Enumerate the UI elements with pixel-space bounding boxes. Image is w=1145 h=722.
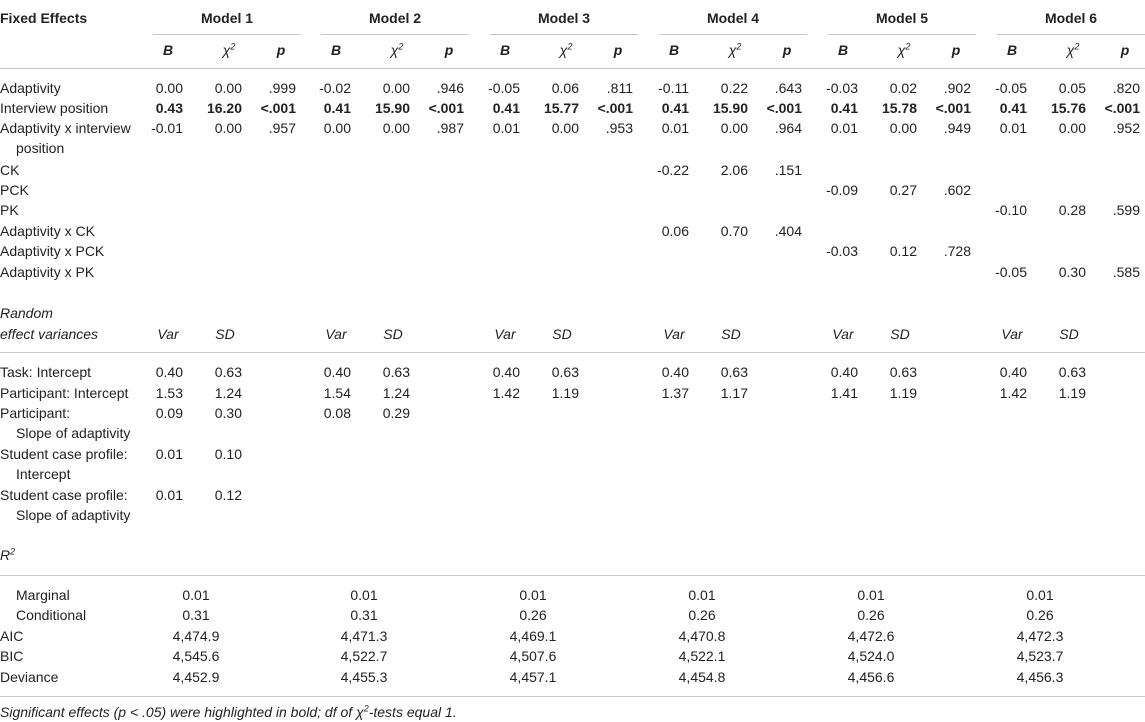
value-cell: -0.22 [657,162,689,178]
col-chi2: $\chi^2$ [559,41,573,58]
value-cell: .404 [774,223,802,239]
row-label: Student case profile: [0,446,128,462]
r2-rule [0,575,1145,576]
row-label: PCK [0,182,29,198]
value-cell: .902 [943,80,971,96]
value-cell: 0.70 [720,223,748,239]
value-cell: -0.10 [995,202,1027,218]
value-cell: 0.01 [519,587,547,603]
model-heading: Model 1 [200,10,254,26]
value-cell: 0.26 [688,607,716,623]
fit-row [0,626,1145,646]
value-cell: -0.05 [995,80,1027,96]
value-cell: 4,471.3 [340,628,388,644]
col-chi2: $\chi^2$ [1066,41,1080,58]
row-label: AIC [0,628,24,644]
row-label: PK [0,202,19,218]
value-cell: .953 [605,120,633,136]
value-cell: <.001 [1104,100,1140,116]
col-var: Var [494,326,516,342]
value-cell: 1.24 [382,385,410,401]
value-cell: .952 [1112,120,1140,136]
col-p: p [444,42,454,58]
row-label: CK [0,162,20,178]
col-b: B [1006,42,1018,58]
row-label-cont: Slope of adaptivity [16,425,131,441]
random-heading: Random [0,305,53,321]
value-cell: 0.02 [889,80,917,96]
subheader-row [0,40,1145,60]
model-heading: Model 2 [368,10,422,26]
value-cell: 0.00 [382,80,410,96]
row-label: Deviance [0,669,59,685]
value-cell: <.001 [935,100,971,116]
value-cell: 1.19 [551,385,579,401]
value-cell: 4,452.9 [172,669,220,685]
col-var: Var [832,326,854,342]
fixed-effects-heading: Fixed Effects [0,10,88,26]
fixed-row [0,200,1145,220]
random-row [0,403,1145,423]
value-cell: 0.00 [155,80,183,96]
value-cell: .999 [268,80,296,96]
random-row [0,444,1145,464]
value-cell: 0.10 [214,446,242,462]
value-cell: 4,456.6 [847,669,895,685]
col-p: p [782,42,792,58]
value-cell: 0.63 [214,364,242,380]
value-cell: 0.41 [830,100,858,116]
value-cell: 1.24 [214,385,242,401]
value-cell: 4,507.6 [509,648,557,664]
fixed-row [0,241,1145,261]
col-var: Var [1001,326,1023,342]
row-label: Adaptivity x PCK [0,243,105,259]
value-cell: .811 [606,80,633,96]
col-b: B [837,42,849,58]
value-cell: 0.26 [1026,607,1054,623]
col-sd: SD [890,326,910,342]
value-cell: 0.63 [720,364,748,380]
row-label: Participant: [0,405,71,421]
value-cell: 0.00 [1058,120,1086,136]
value-cell: 4,474.9 [172,628,220,644]
value-cell: 1.41 [830,385,858,401]
header-rule [0,68,1145,69]
col-b: B [499,42,511,58]
fixed-row [0,160,1145,180]
value-cell: 0.05 [1058,80,1086,96]
random-heading-cont: effect variances [0,326,99,342]
fixed-row [0,262,1145,282]
header-row [0,8,1145,28]
table-footnote: Significant effects (p < .05) were highlighted in bold; df of $\chi^2$-tests equal 1. [0,703,457,720]
fixed-row [0,118,1145,138]
value-cell: 0.43 [155,100,183,116]
row-label: Marginal [16,587,70,603]
fixed-row [0,221,1145,241]
value-cell: 0.40 [661,364,689,380]
value-cell: 4,545.6 [172,648,220,664]
random-row [0,485,1145,505]
model-underline [153,34,301,35]
random-row [0,383,1145,403]
value-cell: -0.11 [658,80,689,96]
col-chi2: $\chi^2$ [897,41,911,58]
value-cell: 0.09 [155,405,183,421]
col-p: p [1120,42,1130,58]
value-cell: 0.01 [492,120,520,136]
model-underline [321,34,469,35]
fixed-row [0,78,1145,98]
value-cell: 0.41 [999,100,1027,116]
col-p: p [951,42,961,58]
value-cell: -0.03 [826,243,858,259]
model-underline [997,34,1145,35]
value-cell: 0.31 [182,607,210,623]
value-cell: 0.28 [1058,202,1086,218]
value-cell: 0.01 [155,487,183,503]
model-underline [659,34,807,35]
random-row-cont [0,464,1145,484]
value-cell: 0.27 [889,182,917,198]
col-sd: SD [215,326,235,342]
value-cell: 0.41 [323,100,351,116]
value-cell: 4,522.7 [340,648,388,664]
value-cell: -0.03 [826,80,858,96]
value-cell: 4,456.3 [1016,669,1064,685]
col-b: B [668,42,680,58]
row-label-cont: position [16,140,65,156]
value-cell: 0.00 [551,120,579,136]
model-underline [828,34,976,35]
value-cell: 4,457.1 [509,669,557,685]
value-cell: 15.90 [374,100,410,116]
random-row-cont [0,423,1145,443]
value-cell: 4,522.1 [678,648,726,664]
value-cell: .585 [1112,264,1140,280]
value-cell: 4,454.8 [678,669,726,685]
value-cell: .643 [774,80,802,96]
model-heading: Model 5 [875,10,929,26]
value-cell: 4,524.0 [847,648,895,664]
value-cell: 0.40 [323,364,351,380]
col-p: p [276,42,286,58]
value-cell: 0.63 [889,364,917,380]
value-cell: .728 [943,243,971,259]
row-label: Task: Intercept [0,364,92,380]
col-sd: SD [552,326,572,342]
value-cell: 15.76 [1050,100,1086,116]
value-cell: 0.00 [214,80,242,96]
value-cell: 0.00 [214,120,242,136]
col-sd: SD [721,326,741,342]
value-cell: -0.05 [995,264,1027,280]
value-cell: 4,469.1 [509,628,557,644]
value-cell: 0.00 [889,120,917,136]
col-chi2: $\chi^2$ [728,41,742,58]
value-cell: 0.01 [999,120,1027,136]
fit-row [0,605,1145,625]
value-cell: 0.01 [857,587,885,603]
col-sd: SD [383,326,403,342]
row-label: Conditional [16,607,87,623]
value-cell: <.001 [597,100,633,116]
value-cell: 0.22 [720,80,748,96]
value-cell: 0.06 [551,80,579,96]
value-cell: 0.00 [382,120,410,136]
value-cell: 0.12 [214,487,242,503]
row-label: BIC [0,648,24,664]
value-cell: .602 [943,182,971,198]
value-cell: 4,472.3 [1016,628,1064,644]
value-cell: 0.12 [889,243,917,259]
value-cell: 2.06 [720,162,748,178]
value-cell: 0.01 [661,120,689,136]
col-var: Var [663,326,685,342]
value-cell: .946 [436,80,464,96]
r2-heading-row [0,545,1145,565]
value-cell: 1.17 [720,385,748,401]
value-cell: 0.00 [323,120,351,136]
random-heading-row [0,303,1145,323]
row-label: Adaptivity x CK [0,223,95,239]
value-cell: .820 [1112,80,1140,96]
fit-row [0,646,1145,666]
value-cell: -0.01 [151,120,183,136]
value-cell: <.001 [428,100,464,116]
value-cell: 0.26 [519,607,547,623]
value-cell: 0.41 [661,100,689,116]
fixed-row [0,180,1145,200]
row-label: Adaptivity [0,80,61,96]
value-cell: 0.63 [551,364,579,380]
random-subheader-row [0,324,1145,344]
value-cell: 16.20 [206,100,242,116]
value-cell: 4,472.6 [847,628,895,644]
row-label: Interview position [0,100,109,116]
value-cell: 1.42 [492,385,520,401]
row-label: Adaptivity x interview [0,120,131,136]
value-cell: 0.29 [382,405,410,421]
value-cell: <.001 [260,100,296,116]
col-chi2: $\chi^2$ [222,41,236,58]
value-cell: 0.01 [155,446,183,462]
value-cell: 0.40 [155,364,183,380]
value-cell: 0.63 [382,364,410,380]
value-cell: <.001 [766,100,802,116]
value-cell: 4,523.7 [1016,648,1064,664]
value-cell: 1.54 [323,385,351,401]
value-cell: -0.05 [488,80,520,96]
value-cell: 0.01 [688,587,716,603]
col-sd: SD [1059,326,1079,342]
value-cell: 1.42 [999,385,1027,401]
value-cell: 0.01 [830,120,858,136]
value-cell: 0.63 [1058,364,1086,380]
value-cell: 0.01 [1026,587,1054,603]
value-cell: -0.02 [319,80,351,96]
value-cell: 0.01 [182,587,210,603]
value-cell: 15.77 [543,100,579,116]
value-cell: 0.41 [492,100,520,116]
value-cell: 1.19 [889,385,917,401]
col-p: p [613,42,623,58]
value-cell: 1.53 [155,385,183,401]
value-cell: 0.08 [323,405,351,421]
value-cell: .949 [943,120,971,136]
model-heading: Model 3 [537,10,591,26]
model-heading: Model 4 [706,10,760,26]
row-label: Participant: Intercept [0,385,129,401]
row-label-cont: Slope of adaptivity [16,507,131,523]
value-cell: 4,470.8 [678,628,726,644]
random-rule [0,352,1145,353]
col-var: Var [157,326,179,342]
col-chi2: $\chi^2$ [390,41,404,58]
random-row [0,362,1145,382]
r2-heading: $R^2$ [0,546,16,563]
fixed-row-cont [0,138,1145,158]
value-cell: 0.40 [999,364,1027,380]
value-cell: .957 [268,120,296,136]
value-cell: .599 [1112,202,1140,218]
row-label: Student case profile: [0,487,128,503]
value-cell: 0.40 [830,364,858,380]
col-b: B [330,42,342,58]
value-cell: -0.09 [826,182,858,198]
value-cell: 0.06 [661,223,689,239]
row-label: Adaptivity x PK [0,264,95,280]
value-cell: 0.31 [350,607,378,623]
value-cell: 15.78 [881,100,917,116]
fit-row [0,667,1145,687]
value-cell: 0.30 [1058,264,1086,280]
value-cell: 15.90 [712,100,748,116]
value-cell: 4,455.3 [340,669,388,685]
col-var: Var [325,326,347,342]
fit-row [0,585,1145,605]
model-heading: Model 6 [1044,10,1098,26]
value-cell: .964 [774,120,802,136]
value-cell: 0.40 [492,364,520,380]
model-underline [490,34,638,35]
value-cell: .987 [436,120,464,136]
col-b: B [162,42,174,58]
fixed-row [0,98,1145,118]
value-cell: 0.01 [350,587,378,603]
random-row-cont [0,505,1145,525]
row-label-cont: Intercept [16,466,71,482]
value-cell: 1.37 [661,385,689,401]
value-cell: 1.19 [1058,385,1086,401]
bottom-rule [0,696,1145,697]
value-cell: 0.30 [214,405,242,421]
value-cell: 0.00 [720,120,748,136]
value-cell: .151 [774,162,802,178]
value-cell: 0.26 [857,607,885,623]
